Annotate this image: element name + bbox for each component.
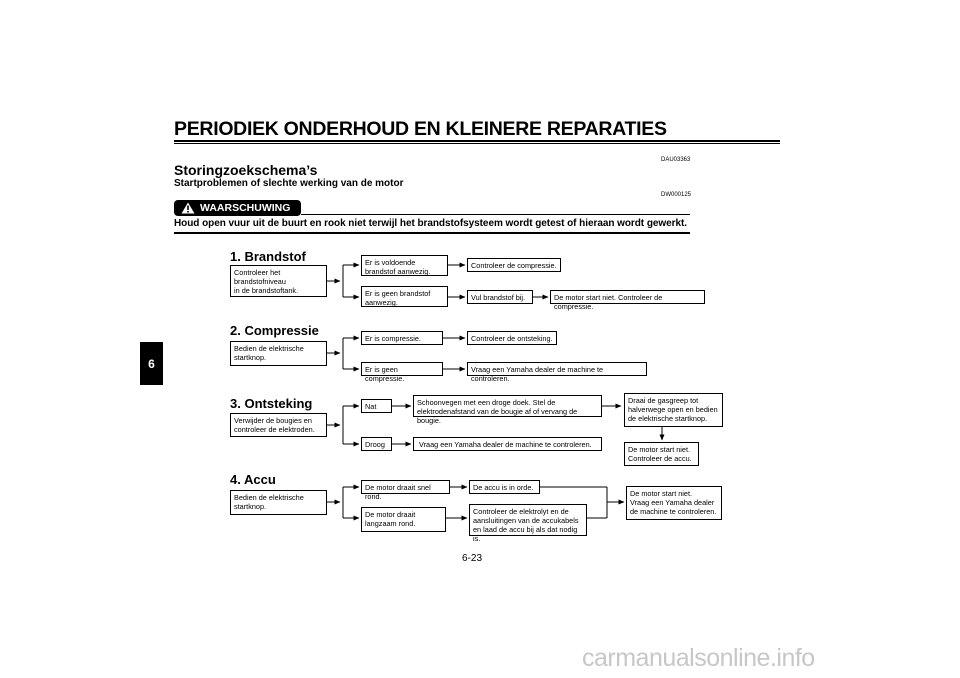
ignition-wet-box: Nat bbox=[361, 399, 392, 413]
fuel-no-result-box: De motor start niet. Controleer de compressie. bbox=[550, 290, 705, 304]
section-title-ignition: 3. Ontsteking bbox=[230, 396, 313, 411]
ignition-dry-action-box: Vraag een Yamaha dealer de machine te controleren. bbox=[413, 437, 602, 451]
section-title-fuel: 1. Brandstof bbox=[230, 249, 306, 264]
fuel-yes-box: Er is voldoende brandstof aanwezig. bbox=[361, 255, 448, 276]
warning-code: DW000125 bbox=[661, 192, 692, 198]
watermark: carmanualsonline.info bbox=[582, 644, 815, 672]
compression-no-box: Er is geen compressie. bbox=[361, 362, 443, 376]
battery-slow-action-box: Controleer de elektrolyt en de aansluitingen van de accukabels en laad de accu bij als dat nodig is. bbox=[469, 504, 587, 536]
compression-yes-box: Er is compressie. bbox=[361, 331, 443, 345]
battery-fast-action-box: De accu is in orde. bbox=[469, 480, 540, 494]
battery-result-box: De motor start niet. Vraag een Yamaha dealer de machine te controleren. bbox=[626, 486, 722, 520]
section-code: DAU03363 bbox=[661, 157, 691, 163]
battery-fast-box: De motor draait snel rond. bbox=[361, 480, 450, 494]
page-number: 6-23 bbox=[462, 553, 483, 564]
battery-start-box: Bedien de elektrische startknop. bbox=[230, 490, 327, 515]
section-heading: Storingzoekschema’s bbox=[174, 162, 318, 178]
compression-yes-action-box: Controleer de ontsteking. bbox=[467, 331, 557, 345]
compression-no-action-box: Vraag een Yamaha dealer de machine te controleren. bbox=[467, 362, 647, 376]
fuel-no-box: Er is geen brandstof aanwezig. bbox=[361, 286, 448, 307]
chapter-tab: 6 bbox=[140, 342, 163, 385]
warning-text: Houd open vuur uit de buurt en rook niet terwijl het brandstofsysteem wordt getest of hieraan wordt gewerkt. bbox=[174, 218, 687, 229]
page-header-title: PERIODIEK ONDERHOUD EN KLEINERE REPARATIES bbox=[174, 118, 667, 140]
section-subheading: Startproblemen of slechte werking van de motor bbox=[174, 178, 404, 189]
ignition-wet-next-box: Draai de gasgreep tot halverwege open en bedien de elektrische startknop. bbox=[624, 393, 723, 427]
fuel-start-box: Controleer het brandstofniveau in de brandstoftank. bbox=[230, 265, 327, 297]
warning-badge-label: WAARSCHUWING bbox=[200, 202, 291, 214]
ignition-wet-result-box: De motor start niet. Controleer de accu. bbox=[624, 442, 699, 466]
battery-slow-box: De motor draait langzaam rond. bbox=[361, 507, 446, 532]
fuel-yes-action-box: Controleer de compressie. bbox=[467, 258, 561, 272]
section-title-battery: 4. Accu bbox=[230, 472, 276, 487]
ignition-start-box: Verwijder de bougies en controleer de elektroden. bbox=[230, 413, 327, 437]
fuel-no-action-box: Vul brandstof bij. bbox=[467, 290, 533, 304]
section-title-compression: 2. Compressie bbox=[230, 323, 319, 338]
ignition-dry-box: Droog bbox=[361, 437, 392, 451]
compression-start-box: Bedien de elektrische startknop. bbox=[230, 341, 327, 366]
ignition-wet-action-box: Schoonvegen met een droge doek. Stel de elektrodenafstand van de bougie af of vervang de bougie. bbox=[413, 395, 602, 417]
